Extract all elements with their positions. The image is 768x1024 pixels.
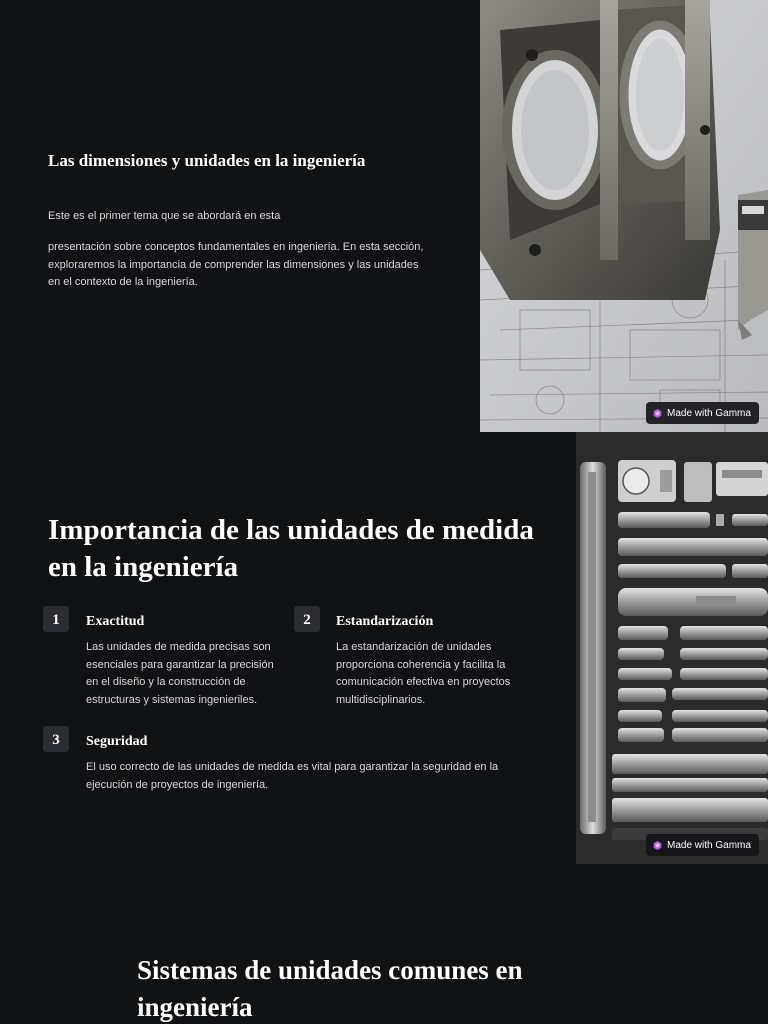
slide3-title: Sistemas de unidades comunes en ingeniería	[137, 955, 523, 1022]
gamma-logo-icon	[653, 841, 662, 850]
engineering-part-image	[480, 0, 768, 432]
item-number-badge: 2	[294, 606, 320, 632]
item-title-estandarizacion: Estandarización	[336, 614, 434, 629]
item-number-badge: 3	[43, 726, 69, 752]
item-number-badge: 1	[43, 606, 69, 632]
slide-importance-units	[0, 432, 768, 864]
item-title-exactitud: Exactitud	[86, 614, 145, 629]
item-text-exactitud: Las unidades de medida precisas son esenciales para garantizar la precisión en el diseño y la construcción de estructuras y sistemas ingenieriles.	[86, 641, 274, 706]
slide-common-unit-systems	[0, 864, 768, 1024]
slide1-body-text: presentación sobre conceptos fundamentales en ingeniería. En esta sección, exploraremos la importancia de comprender las dimensiones y las unidades en el contexto de la ingeniería.	[48, 241, 424, 288]
made-with-gamma-badge[interactable]	[646, 834, 759, 856]
gamma-badge-label: Made with Gamma	[667, 407, 751, 419]
slide1-intro-text: Este es el primer tema que se abordará en esta	[48, 210, 281, 222]
slide2-title: Importancia de las unidades de medida en la ingeniería	[48, 514, 534, 583]
item-title-seguridad: Seguridad	[86, 734, 148, 749]
gamma-badge-label: Made with Gamma	[667, 839, 751, 851]
measuring-tools-image	[576, 432, 768, 864]
item-text-estandarizacion: La estandarización de unidades proporciona coherencia y facilita la comunicación efectiva en proyectos multidisciplinarios.	[336, 641, 511, 706]
made-with-gamma-badge[interactable]	[646, 402, 759, 424]
slide1-title: Las dimensiones y unidades en la ingeniería	[48, 151, 366, 170]
item-text-seguridad: El uso correcto de las unidades de medida es vital para garantizar la seguridad en la ejecución de proyectos de ingeniería.	[86, 761, 499, 791]
gamma-logo-icon	[653, 409, 662, 418]
slide-dimensions-units	[0, 0, 768, 432]
